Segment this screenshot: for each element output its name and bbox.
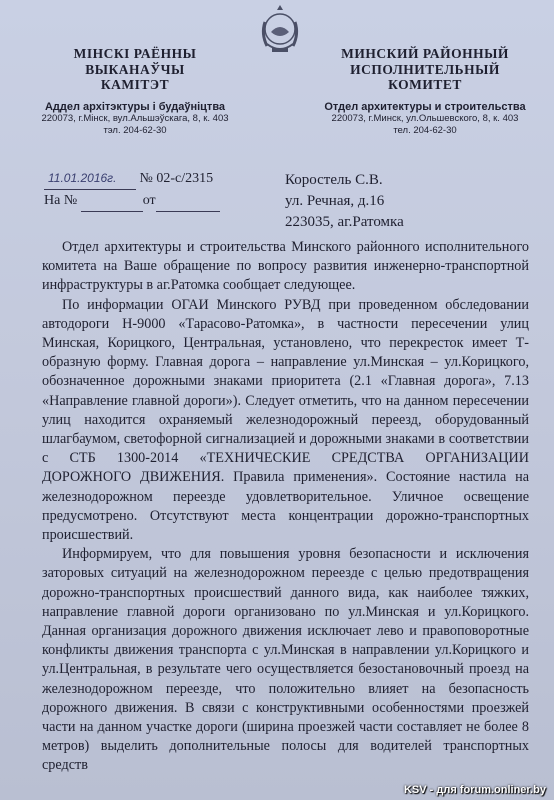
org-name-line: ИСПОЛНИТЕЛЬНЫЙ (350, 61, 500, 77)
body-paragraph: Информируем, что для повышения уровня безопасности и исключения заторовых ситуаций на железнодорожном переезде с целью предотвращения дорожно-транспортных происшествий данного вида, как наиболее тяжких, направление главной дороги организовано по ул.Минская и ул.Корицкого. Данная организация дорожного движения исключает лево и правоповоротные конфликты движения транспорта с ул.Минская в направлении ул.Корицкого и ул.Центральная, в результате чего осуществляется безостановочный проезд на железнодорожном переезде, что положительно влияет на безопасность дорожного движения. В связи с конструктивными особенностями проезжей части на данном участке дороги (ширина проезжей части составляет не более 8 метров) выделить дополнительные полосы для водителей транспортных средств (42, 546, 529, 774)
address: 220073, г.Мінск, вул.Альшэўскага, 8, к. 403 (41, 112, 229, 124)
reply-reference (44, 190, 220, 212)
recipient-street: ул. Речная, д.16 (285, 193, 385, 209)
handwritten-date: 11.01.2016г. (44, 168, 136, 190)
body-paragraph: Отдел архитектуры и строительства Минского районного исполнительного комитета на Ваше обращение по вопросу развития инженерно-транспортной инфраструктуры в аг.Ратомка сообщает следующее. (42, 239, 529, 294)
org-name-line: МІНСКІ РАЁННЫ (73, 46, 197, 61)
reply-label: На № (44, 193, 78, 208)
reply-number-blank (81, 190, 143, 212)
reference-number: № 02-с/2315 (139, 171, 214, 186)
department-name: Аддел архітэктуры і будаўніцтва (44, 100, 226, 113)
letter-body (42, 238, 529, 776)
org-name-line: КОМИТЕТ (388, 77, 462, 92)
outgoing-reference (44, 168, 220, 190)
letterhead-belarusian (0, 46, 270, 137)
letterhead-russian (296, 46, 554, 137)
recipient-city: 223035, аг.Ратомка (285, 214, 404, 230)
phone: тэл. 204-62-30 (103, 124, 167, 136)
org-name-line: ВЫКАНАЎЧЫ (85, 61, 185, 77)
org-name-line: МИНСКИЙ РАЙОННЫЙ (341, 46, 509, 61)
reference-block (44, 168, 220, 212)
org-name-line: КАМІТЭТ (100, 77, 170, 92)
department-name: Отдел архитектуры и строительства (324, 100, 526, 113)
forum-watermark: KSV - для forum.onliner.by (403, 784, 546, 796)
body-paragraph: По информации ОГАИ Минского РУВД при проведенном обследовании автодороги Н-9000 «Тарасово-Ратомка», в частности пересечении улиц Минская, Корицкого, Центральная, установлено, что перекресток имеет Т-образную форму. Главная дорога – направление ул.Минская – ул.Корицкого, обозначенное дорожными знаками приоритета (2.1 «Главная дорога», 7.13 «Направление главной дороги»). Следует отметить, что на данном пересечении улиц находится охраняемый железнодорожный переезд, оборудованный шлагбаумом, светофорной сигнализацией и дорожными знаками в соответствии с СТБ 1300-2014 «ТЕХНИЧЕСКИЕ СРЕДСТВА ОРГАНИЗАЦИИ ДОРОЖНОГО ДВИЖЕНИЯ. Правила применения». Состояние настила на железнодорожном переезде удовлетворительное. Уличное освещение предусмотрено. Отсутствуют места концентрации дорожно-транспортных происшествий. (42, 296, 529, 544)
phone: тел. 204-62-30 (393, 124, 457, 136)
recipient-name: Коростель С.В. (285, 172, 383, 188)
from-label: от (142, 193, 156, 208)
address: 220073, г.Минск, ул.Ольшевского, 8, к. 403 (331, 112, 519, 124)
reply-date-blank (156, 190, 220, 212)
recipient-address (285, 170, 404, 233)
